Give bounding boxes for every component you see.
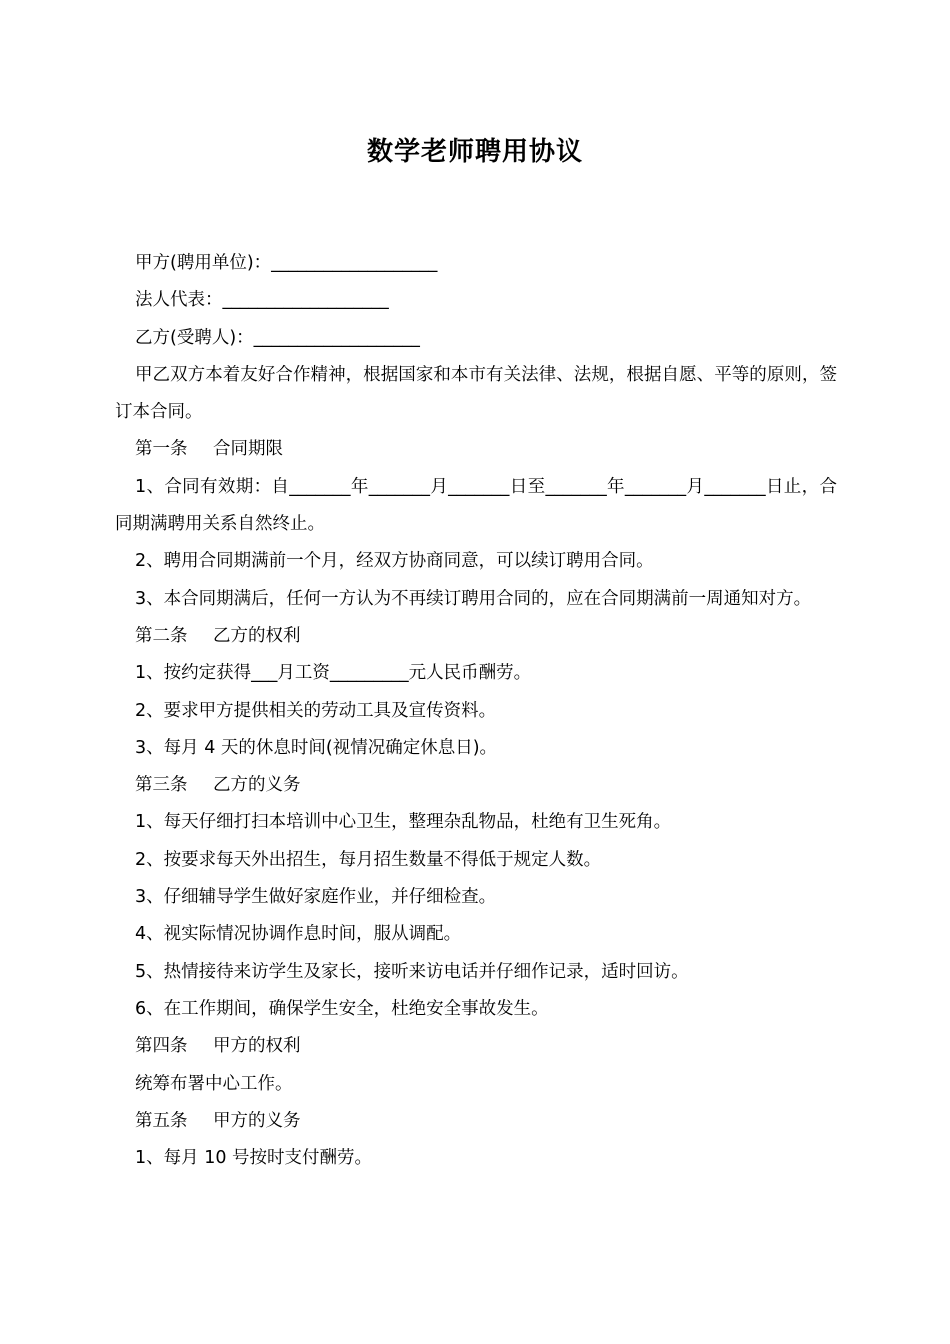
section-item: 统筹布署中心工作。	[135, 1073, 293, 1094]
section-heading	[115, 1028, 837, 1065]
section-item: 2、聘用合同期满前一个月，经双方协商同意，可以续订聘用合同。	[135, 551, 654, 572]
legal-rep-line: 法人代表：___________________	[135, 290, 389, 311]
section-number: 第四条	[135, 1036, 188, 1057]
section-title: 合同期限	[213, 439, 283, 460]
section-item: 2、要求甲方提供相关的劳动工具及宣传资料。	[135, 700, 497, 721]
document-body	[115, 245, 837, 1177]
section-item: 6、在工作期间，确保学生安全，杜绝安全事故发生。	[135, 998, 549, 1019]
section-number: 第一条	[135, 439, 188, 460]
section-title: 甲方的义务	[213, 1110, 301, 1131]
party-a-line: 甲方(聘用单位)：___________________	[135, 253, 438, 273]
section-heading	[115, 767, 837, 804]
section-heading	[115, 1103, 837, 1140]
section-item: 3、本合同期满后，任何一方认为不再续订聘用合同的，应在合同期满前一周通知对方。	[135, 588, 812, 609]
section-item: 3、每月 4 天的休息时间(视情况确定休息日)。	[135, 737, 498, 758]
section-title: 乙方的权利	[213, 625, 301, 646]
document-title: 数学老师聘用协议	[366, 137, 583, 167]
section-title: 乙方的义务	[213, 775, 301, 796]
section-item: 3、仔细辅导学生做好家庭作业，并仔细检查。	[135, 887, 497, 908]
party-b-line: 乙方(受聘人)：___________________	[135, 327, 420, 348]
section-item: 1、每天仔细打扫本培训中心卫生，整理杂乱物品，杜绝有卫生死角。	[135, 812, 672, 833]
preamble-paragraph: 甲乙双方本着友好合作精神，根据国家和本市有关法律、法规，根据自愿、平等的原则，签订本合同。	[115, 364, 837, 423]
section-item: 1、每月 10 号按时支付酬劳。	[135, 1148, 373, 1169]
section-number: 第二条	[135, 625, 188, 646]
section-item: 5、热情接待来访学生及家长，接听来访电话并仔细作记录，适时回访。	[135, 961, 689, 982]
section-item: 4、视实际情况协调作息时间，服从调配。	[135, 924, 462, 945]
section-number: 第三条	[135, 775, 188, 796]
section-item: 1、按约定获得___月工资_________元人民币酬劳。	[135, 663, 532, 684]
section-item: 1、合同有效期：自_______年_______月_______日至_______年_______月_______日止，合同期满聘用关系自然终止。	[115, 476, 837, 535]
section-heading	[115, 618, 837, 655]
section-number: 第五条	[135, 1110, 188, 1131]
section-title: 甲方的权利	[213, 1036, 301, 1057]
section-heading	[115, 431, 837, 468]
section-item: 2、按要求每天外出招生，每月招生数量不得低于规定人数。	[135, 849, 602, 870]
